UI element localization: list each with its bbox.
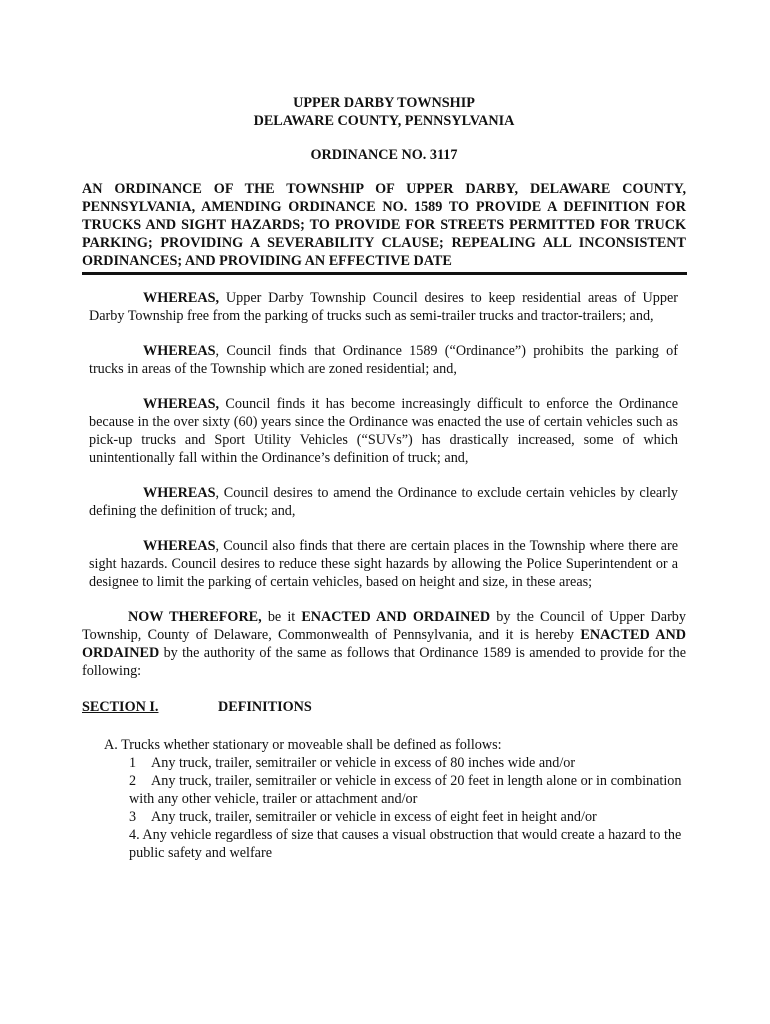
- ordinance-number: ORDINANCE NO. 3117: [310, 147, 458, 163]
- enactment-bold: ENACTED AND ORDAINED: [82, 627, 687, 661]
- recital-lead: WHEREAS,: [143, 396, 220, 412]
- recital-text: , Council also finds that there are certain places in the Township where there are sight hazards. Council desires to reduce these sight hazards by allowing the Police Superintendent or a designee to limit the parking of certain vehicles, based on height and size, in these areas;: [89, 538, 678, 590]
- item-text: Any vehicle regardless of size that causes a visual obstruction that would create a hazard to the public safety and welfare: [129, 827, 682, 861]
- section-heading: [82, 698, 686, 716]
- recital-1: [82, 289, 686, 325]
- list-item: [129, 808, 686, 826]
- list-item: [129, 826, 686, 862]
- section-title: DEFINITIONS: [218, 699, 312, 715]
- recital-text: Upper Darby Township Council desires to keep residential areas of Upper Darby Township free from the parking of trucks such as semi-trailer trucks and tractor-trailers; and,: [89, 290, 678, 324]
- recital-2: [82, 342, 686, 378]
- item-number: 1: [129, 755, 137, 771]
- item-number: 2: [129, 773, 137, 789]
- county-name: DELAWARE COUNTY, PENNSYLVANIA: [253, 113, 515, 129]
- item-number: 3: [129, 809, 137, 825]
- item-text: Any truck, trailer, semitrailer or vehicle in excess of eight feet in height and/or: [151, 809, 597, 825]
- recital-text: , Council desires to amend the Ordinance to exclude certain vehicles by clearly defining the definition of truck; and,: [89, 485, 678, 519]
- enactment-text: by the Council of Upper Darby Township, County of Delaware, Commonwealth of Pennsylvania, and it is hereby: [82, 609, 686, 643]
- list-item: [129, 754, 686, 772]
- enactment-lead: NOW THEREFORE,: [128, 609, 262, 625]
- recital-lead: WHEREAS: [143, 343, 216, 359]
- section-number: SECTION I.: [82, 699, 159, 715]
- recital-text: Council finds it has become increasingly difficult to enforce the Ordinance because in the over sixty (60) years since the Ordinance was enacted the use of certain vehicles such as pick-up trucks and Sport Utility Vehicles (“SUVs”) has drastically increased, some of which unintentionally fall within the Ordinance’s definition of truck; and,: [89, 396, 678, 466]
- recital-lead: WHEREAS,: [143, 290, 220, 306]
- title-divider: [82, 272, 687, 275]
- recital-lead: WHEREAS: [143, 538, 216, 554]
- definition-list: [82, 754, 686, 862]
- ordinance-title: AN ORDINANCE OF THE TOWNSHIP OF UPPER DARBY, DELAWARE COUNTY, PENNSYLVANIA, AMENDING ORDINANCE NO. 1589 TO PROVIDE A DEFINITION FOR TRUCKS AND SIGHT HAZARDS; TO PROVIDE FOR STREETS PERMITTED FOR TRUCK PARKING; PROVIDING A SEVERABILITY CLAUSE; REPEALING ALL INCONSISTENT ORDINANCES; AND PROVIDING AN EFFECTIVE DATE: [82, 181, 686, 269]
- recital-3: [82, 395, 686, 467]
- township-name: UPPER DARBY TOWNSHIP: [293, 95, 475, 111]
- enactment-clause: [82, 608, 686, 680]
- enactment-bold: ENACTED AND ORDAINED: [301, 609, 491, 625]
- recital-text: , Council finds that Ordinance 1589 (“Ordinance”) prohibits the parking of trucks in areas of the Township which are zoned residential; and,: [89, 343, 678, 377]
- enactment-text: by the authority of the same as follows that Ordinance 1589 is amended to provide for the following:: [82, 645, 686, 679]
- item-text: Any truck, trailer, semitrailer or vehicle in excess of 20 feet in length alone or in combination with any other vehicle, trailer or attachment and/or: [129, 773, 682, 807]
- enactment-text: be it: [261, 609, 302, 625]
- recital-5: [82, 537, 686, 591]
- recital-lead: WHEREAS: [143, 485, 216, 501]
- definition-intro: A. Trucks whether stationary or moveable shall be defined as follows:: [104, 737, 502, 753]
- list-item: [129, 772, 686, 808]
- recital-4: [82, 484, 686, 520]
- ordinance-page: [82, 94, 686, 862]
- item-text: Any truck, trailer, semitrailer or vehicle in excess of 80 inches wide and/or: [151, 755, 576, 771]
- item-number: 4.: [129, 827, 140, 843]
